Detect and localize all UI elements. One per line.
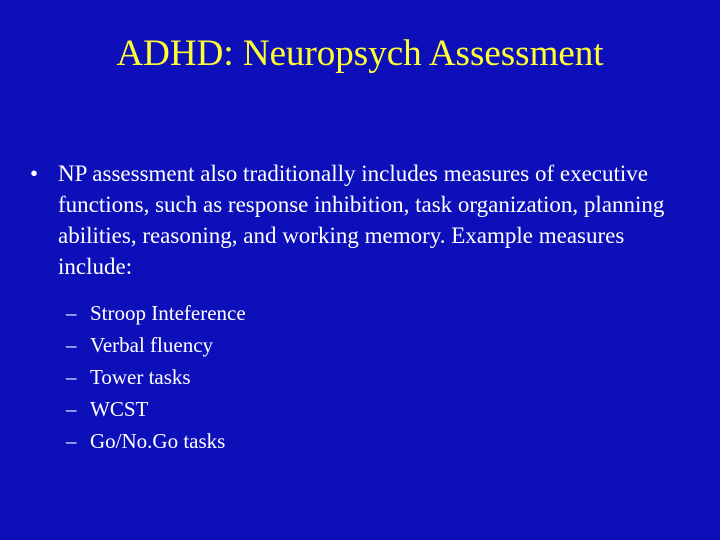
bullet-marker: •: [30, 161, 39, 186]
list-item: [66, 330, 466, 362]
list-item-text: Go/No.Go tasks: [90, 429, 226, 453]
bullet-row: [30, 158, 700, 282]
list-item-text: Verbal fluency: [90, 333, 214, 357]
dash-marker: –: [66, 301, 77, 325]
dash-marker: –: [66, 333, 77, 357]
dash-marker: –: [66, 397, 77, 421]
list-item: [66, 298, 466, 330]
list-item-text: WCST: [90, 397, 149, 421]
list-item: [66, 426, 466, 458]
measures-list: [66, 298, 466, 458]
list-item: [66, 394, 466, 426]
main-bullet: [30, 158, 700, 282]
list-item: [66, 362, 466, 394]
dash-marker: –: [66, 365, 77, 389]
bullet-text: NP assessment also traditionally includes measures of executive functions, such as response inhibition, task organization, planning abilities, reasoning, and working memory. Example measures include:: [58, 161, 665, 279]
list-item-text: Tower tasks: [90, 365, 191, 389]
list-item-text: Stroop Inteference: [90, 301, 246, 325]
dash-marker: –: [66, 429, 77, 453]
slide-title: ADHD: Neuropsych Assessment: [116, 33, 604, 74]
